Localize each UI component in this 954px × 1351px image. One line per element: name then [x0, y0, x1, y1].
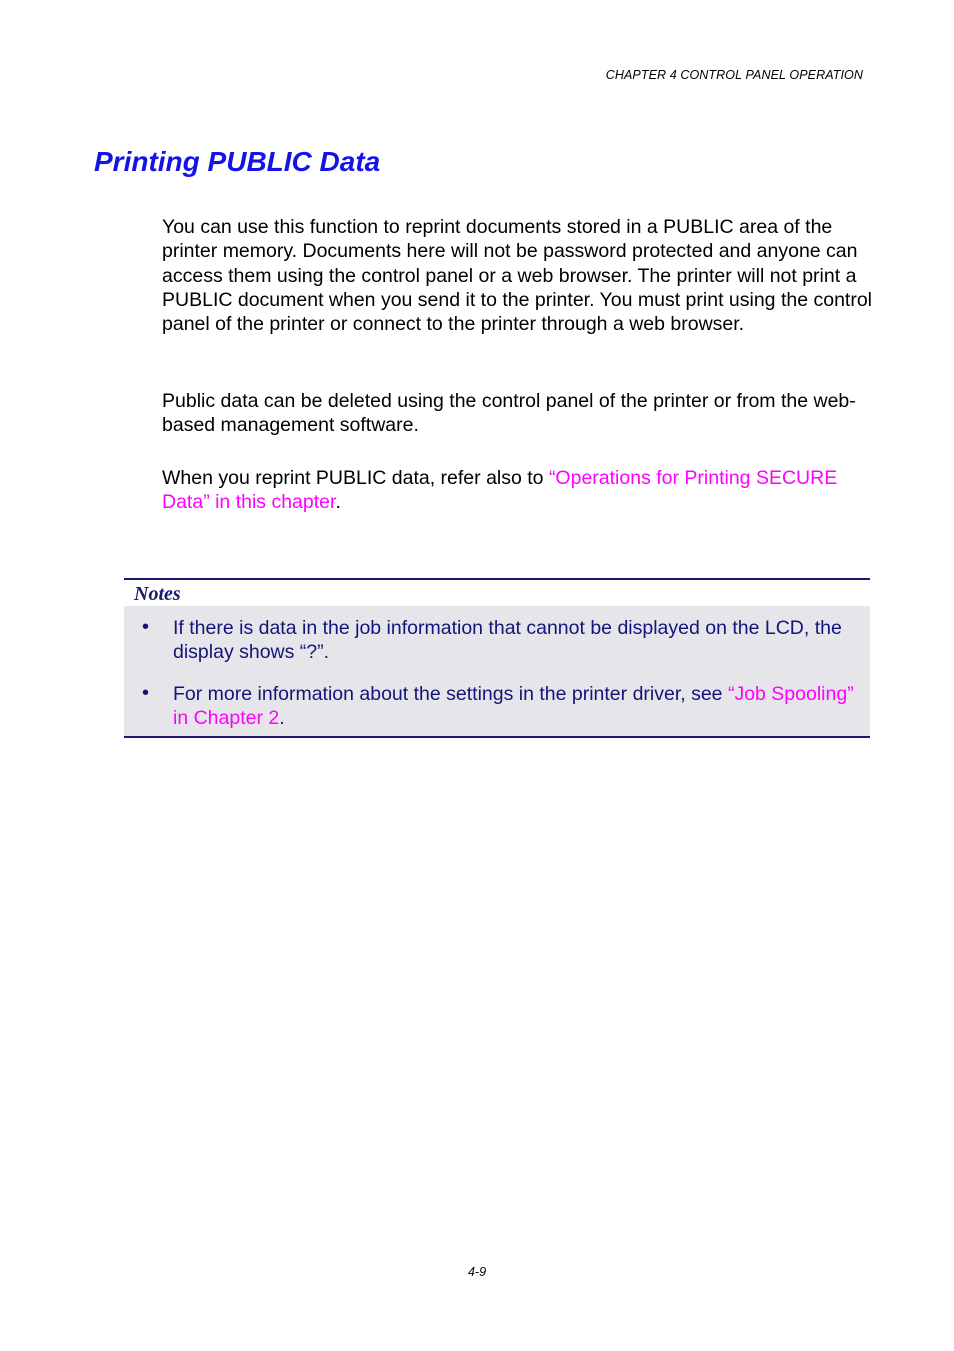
note-text: If there is data in the job information that cannot be displayed on the LCD, the display shows “?”. — [173, 617, 842, 664]
reference-suffix: . — [335, 491, 341, 514]
notes-label: Notes — [124, 580, 870, 606]
delete-paragraph: Public data can be deleted using the control panel of the printer or from the web-based management software. — [162, 390, 856, 437]
reference-prefix: When you reprint PUBLIC data, refer also to — [162, 467, 549, 489]
note-item-lcd — [124, 616, 860, 665]
job-spooling-link[interactable]: “Job Spooling” in Chapter 2 — [173, 682, 854, 729]
note-prefix: For more information about the settings in the printer driver, see — [173, 682, 728, 705]
note-item-driver — [124, 682, 860, 731]
running-header: CHAPTER 4 CONTROL PANEL OPERATION — [605, 68, 863, 82]
bullet-icon: • — [142, 616, 150, 638]
notes-box — [124, 578, 870, 738]
page-title: Printing PUBLIC Data — [94, 146, 381, 177]
reference-paragraph — [162, 466, 874, 515]
intro-paragraph: You can use this function to reprint documents stored in a PUBLIC area of the printer memory. Documents here will not be password protected and anyone can access them using the control panel or a web browser. The printer will not print a PUBLIC document when you send it to the printer. You must print using the control panel of the printer or connect to the printer through a web browser. — [162, 216, 872, 336]
note-suffix: . — [279, 706, 285, 729]
notes-body — [124, 606, 870, 736]
bullet-icon: • — [142, 681, 150, 704]
page-number: 4-9 — [467, 1265, 487, 1279]
secure-data-link[interactable]: “Operations for Printing SECURE Data” in this chapter — [162, 467, 838, 514]
